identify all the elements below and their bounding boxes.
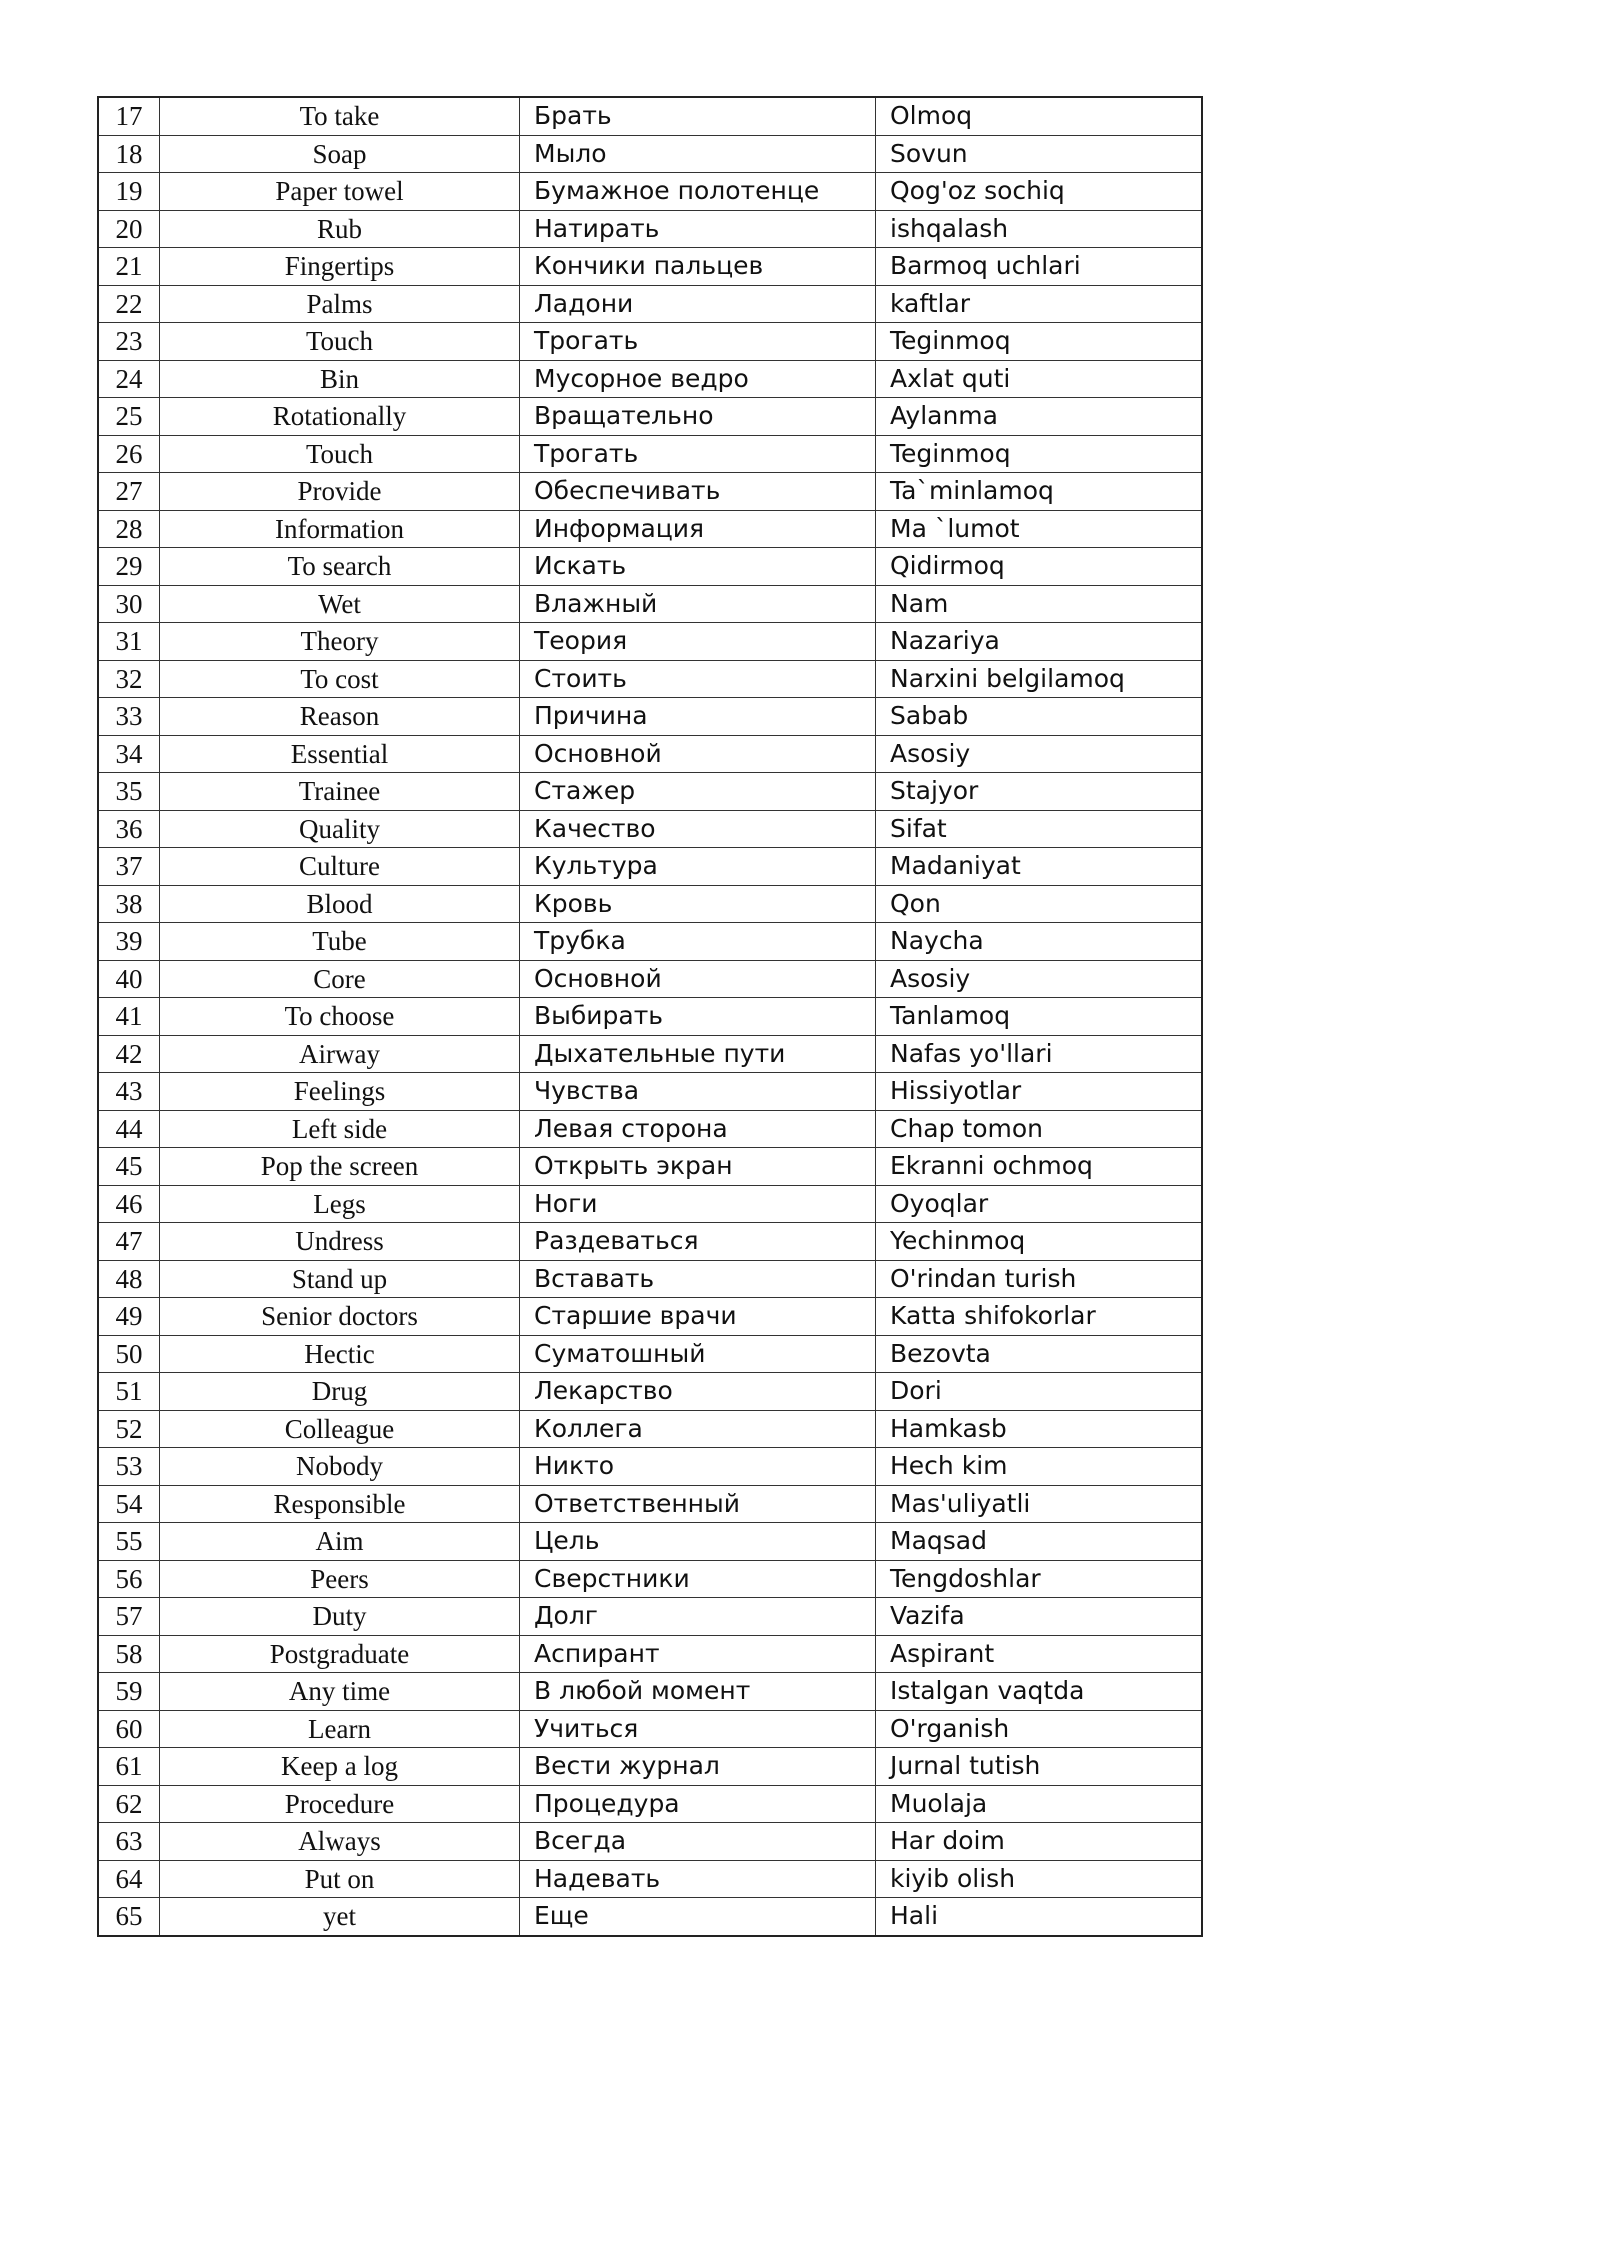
russian-term-cell: Дыхательные пути [520, 1035, 876, 1073]
russian-term-cell: Мусорное ведро [520, 360, 876, 398]
russian-term-cell: Брать [520, 97, 876, 135]
row-number-cell: 64 [98, 1860, 160, 1898]
english-term-cell: Quality [160, 810, 520, 848]
russian-term-cell: Коллега [520, 1410, 876, 1448]
table-row [98, 998, 1202, 1036]
english-term-cell: Airway [160, 1035, 520, 1073]
row-number-cell: 50 [98, 1335, 160, 1373]
uzbek-term-cell: O'rindan turish [876, 1260, 1203, 1298]
english-term-cell: Keep a log [160, 1748, 520, 1786]
table-row [98, 585, 1202, 623]
russian-term-cell: Вести журнал [520, 1748, 876, 1786]
table-row [98, 323, 1202, 361]
russian-term-cell: Основной [520, 960, 876, 998]
russian-term-cell: Искать [520, 548, 876, 586]
table-row [98, 398, 1202, 436]
uzbek-term-cell: Katta shifokorlar [876, 1298, 1203, 1336]
row-number-cell: 34 [98, 735, 160, 773]
english-term-cell: Touch [160, 435, 520, 473]
uzbek-term-cell: ishqalash [876, 210, 1203, 248]
row-number-cell: 57 [98, 1598, 160, 1636]
uzbek-term-cell: Chap tomon [876, 1110, 1203, 1148]
row-number-cell: 62 [98, 1785, 160, 1823]
vocabulary-table-body [98, 97, 1202, 1936]
uzbek-term-cell: Dori [876, 1373, 1203, 1411]
table-row [98, 173, 1202, 211]
row-number-cell: 58 [98, 1635, 160, 1673]
table-row [98, 1373, 1202, 1411]
russian-term-cell: Чувства [520, 1073, 876, 1111]
uzbek-term-cell: O'rganish [876, 1710, 1203, 1748]
row-number-cell: 22 [98, 285, 160, 323]
row-number-cell: 35 [98, 773, 160, 811]
russian-term-cell: Процедура [520, 1785, 876, 1823]
table-row [98, 1748, 1202, 1786]
english-term-cell: Trainee [160, 773, 520, 811]
row-number-cell: 46 [98, 1185, 160, 1223]
table-row [98, 1673, 1202, 1711]
english-term-cell: Legs [160, 1185, 520, 1223]
table-row [98, 548, 1202, 586]
table-row [98, 1410, 1202, 1448]
table-row [98, 285, 1202, 323]
uzbek-term-cell: Qog'oz sochiq [876, 173, 1203, 211]
row-number-cell: 18 [98, 135, 160, 173]
english-term-cell: Pop the screen [160, 1148, 520, 1186]
row-number-cell: 63 [98, 1823, 160, 1861]
uzbek-term-cell: Madaniyat [876, 848, 1203, 886]
table-row [98, 1223, 1202, 1261]
row-number-cell: 17 [98, 97, 160, 135]
russian-term-cell: Сверстники [520, 1560, 876, 1598]
english-term-cell: To cost [160, 660, 520, 698]
english-term-cell: Left side [160, 1110, 520, 1148]
russian-term-cell: Натирать [520, 210, 876, 248]
russian-term-cell: Вращательно [520, 398, 876, 436]
table-row [98, 1785, 1202, 1823]
english-term-cell: Drug [160, 1373, 520, 1411]
row-number-cell: 49 [98, 1298, 160, 1336]
row-number-cell: 55 [98, 1523, 160, 1561]
russian-term-cell: Долг [520, 1598, 876, 1636]
table-row [98, 810, 1202, 848]
russian-term-cell: Учиться [520, 1710, 876, 1748]
table-row [98, 1185, 1202, 1223]
row-number-cell: 45 [98, 1148, 160, 1186]
english-term-cell: Blood [160, 885, 520, 923]
row-number-cell: 52 [98, 1410, 160, 1448]
table-row [98, 1898, 1202, 1936]
english-term-cell: Fingertips [160, 248, 520, 286]
uzbek-term-cell: Hech kim [876, 1448, 1203, 1486]
table-row [98, 1710, 1202, 1748]
english-term-cell: Palms [160, 285, 520, 323]
table-row [98, 473, 1202, 511]
row-number-cell: 48 [98, 1260, 160, 1298]
russian-term-cell: Причина [520, 698, 876, 736]
uzbek-term-cell: Olmoq [876, 97, 1203, 135]
uzbek-term-cell: Sabab [876, 698, 1203, 736]
english-term-cell: Feelings [160, 1073, 520, 1111]
table-row [98, 1260, 1202, 1298]
row-number-cell: 56 [98, 1560, 160, 1598]
uzbek-term-cell: Mas'uliyatli [876, 1485, 1203, 1523]
table-row [98, 1560, 1202, 1598]
english-term-cell: Reason [160, 698, 520, 736]
uzbek-term-cell: Aylanma [876, 398, 1203, 436]
russian-term-cell: Теория [520, 623, 876, 661]
uzbek-term-cell: Ta`minlamoq [876, 473, 1203, 511]
russian-term-cell: Лекарство [520, 1373, 876, 1411]
uzbek-term-cell: Maqsad [876, 1523, 1203, 1561]
row-number-cell: 37 [98, 848, 160, 886]
russian-term-cell: Бумажное полотенце [520, 173, 876, 211]
row-number-cell: 39 [98, 923, 160, 961]
english-term-cell: Theory [160, 623, 520, 661]
row-number-cell: 21 [98, 248, 160, 286]
english-term-cell: Rotationally [160, 398, 520, 436]
row-number-cell: 36 [98, 810, 160, 848]
english-term-cell: To search [160, 548, 520, 586]
row-number-cell: 44 [98, 1110, 160, 1148]
uzbek-term-cell: kaftlar [876, 285, 1203, 323]
russian-term-cell: Стоить [520, 660, 876, 698]
uzbek-term-cell: Yechinmoq [876, 1223, 1203, 1261]
uzbek-term-cell: Naycha [876, 923, 1203, 961]
row-number-cell: 51 [98, 1373, 160, 1411]
russian-term-cell: Обеспечивать [520, 473, 876, 511]
row-number-cell: 53 [98, 1448, 160, 1486]
uzbek-term-cell: Hissiyotlar [876, 1073, 1203, 1111]
russian-term-cell: Влажный [520, 585, 876, 623]
row-number-cell: 54 [98, 1485, 160, 1523]
english-term-cell: Hectic [160, 1335, 520, 1373]
uzbek-term-cell: Qon [876, 885, 1203, 923]
table-row [98, 1110, 1202, 1148]
uzbek-term-cell: Istalgan vaqtda [876, 1673, 1203, 1711]
russian-term-cell: Ноги [520, 1185, 876, 1223]
russian-term-cell: Еще [520, 1898, 876, 1936]
table-row [98, 1448, 1202, 1486]
table-row [98, 1523, 1202, 1561]
row-number-cell: 27 [98, 473, 160, 511]
uzbek-term-cell: Oyoqlar [876, 1185, 1203, 1223]
row-number-cell: 59 [98, 1673, 160, 1711]
uzbek-term-cell: Teginmoq [876, 435, 1203, 473]
russian-term-cell: Надевать [520, 1860, 876, 1898]
english-term-cell: Postgraduate [160, 1635, 520, 1673]
row-number-cell: 60 [98, 1710, 160, 1748]
row-number-cell: 61 [98, 1748, 160, 1786]
table-row [98, 1635, 1202, 1673]
uzbek-term-cell: Jurnal tutish [876, 1748, 1203, 1786]
uzbek-term-cell: Ma `lumot [876, 510, 1203, 548]
english-term-cell: Nobody [160, 1448, 520, 1486]
uzbek-term-cell: Qidirmoq [876, 548, 1203, 586]
english-term-cell: Touch [160, 323, 520, 361]
uzbek-term-cell: Hali [876, 1898, 1203, 1936]
table-row [98, 1823, 1202, 1861]
table-row [98, 248, 1202, 286]
english-term-cell: Responsible [160, 1485, 520, 1523]
russian-term-cell: Цель [520, 1523, 876, 1561]
row-number-cell: 43 [98, 1073, 160, 1111]
table-row [98, 210, 1202, 248]
russian-term-cell: Ответственный [520, 1485, 876, 1523]
uzbek-term-cell: Nafas yo'llari [876, 1035, 1203, 1073]
english-term-cell: Colleague [160, 1410, 520, 1448]
table-row [98, 923, 1202, 961]
table-row [98, 435, 1202, 473]
table-row [98, 1298, 1202, 1336]
uzbek-term-cell: Teginmoq [876, 323, 1203, 361]
english-term-cell: Core [160, 960, 520, 998]
russian-term-cell: Суматошный [520, 1335, 876, 1373]
russian-term-cell: Информация [520, 510, 876, 548]
uzbek-term-cell: kiyib olish [876, 1860, 1203, 1898]
uzbek-term-cell: Tanlamoq [876, 998, 1203, 1036]
english-term-cell: Duty [160, 1598, 520, 1636]
row-number-cell: 26 [98, 435, 160, 473]
english-term-cell: Culture [160, 848, 520, 886]
english-term-cell: Put on [160, 1860, 520, 1898]
row-number-cell: 65 [98, 1898, 160, 1936]
english-term-cell: Provide [160, 473, 520, 511]
table-row [98, 885, 1202, 923]
russian-term-cell: Трогать [520, 435, 876, 473]
row-number-cell: 38 [98, 885, 160, 923]
russian-term-cell: Кончики пальцев [520, 248, 876, 286]
english-term-cell: Essential [160, 735, 520, 773]
russian-term-cell: Раздеваться [520, 1223, 876, 1261]
table-row [98, 773, 1202, 811]
russian-term-cell: Вставать [520, 1260, 876, 1298]
english-term-cell: Information [160, 510, 520, 548]
english-term-cell: Tube [160, 923, 520, 961]
table-row [98, 1148, 1202, 1186]
russian-term-cell: В любой момент [520, 1673, 876, 1711]
uzbek-term-cell: Aspirant [876, 1635, 1203, 1673]
english-term-cell: To choose [160, 998, 520, 1036]
russian-term-cell: Никто [520, 1448, 876, 1486]
uzbek-term-cell: Stajyor [876, 773, 1203, 811]
english-term-cell: Aim [160, 1523, 520, 1561]
english-term-cell: To take [160, 97, 520, 135]
russian-term-cell: Стажер [520, 773, 876, 811]
uzbek-term-cell: Har doim [876, 1823, 1203, 1861]
table-row [98, 1073, 1202, 1111]
russian-term-cell: Кровь [520, 885, 876, 923]
russian-term-cell: Культура [520, 848, 876, 886]
table-row [98, 623, 1202, 661]
uzbek-term-cell: Axlat quti [876, 360, 1203, 398]
table-row [98, 735, 1202, 773]
uzbek-term-cell: Vazifa [876, 1598, 1203, 1636]
russian-term-cell: Трубка [520, 923, 876, 961]
english-term-cell: Always [160, 1823, 520, 1861]
table-row [98, 1598, 1202, 1636]
english-term-cell: Rub [160, 210, 520, 248]
row-number-cell: 42 [98, 1035, 160, 1073]
russian-term-cell: Старшие врачи [520, 1298, 876, 1336]
uzbek-term-cell: Narxini belgilamoq [876, 660, 1203, 698]
english-term-cell: Undress [160, 1223, 520, 1261]
uzbek-term-cell: Muolaja [876, 1785, 1203, 1823]
table-row [98, 960, 1202, 998]
english-term-cell: Soap [160, 135, 520, 173]
english-term-cell: yet [160, 1898, 520, 1936]
uzbek-term-cell: Ekranni ochmoq [876, 1148, 1203, 1186]
uzbek-term-cell: Nam [876, 585, 1203, 623]
uzbek-term-cell: Tengdoshlar [876, 1560, 1203, 1598]
table-row [98, 660, 1202, 698]
english-term-cell: Learn [160, 1710, 520, 1748]
russian-term-cell: Аспирант [520, 1635, 876, 1673]
english-term-cell: Any time [160, 1673, 520, 1711]
row-number-cell: 40 [98, 960, 160, 998]
russian-term-cell: Трогать [520, 323, 876, 361]
table-row [98, 1860, 1202, 1898]
table-row [98, 135, 1202, 173]
russian-term-cell: Открыть экран [520, 1148, 876, 1186]
row-number-cell: 24 [98, 360, 160, 398]
table-row [98, 1335, 1202, 1373]
uzbek-term-cell: Asosiy [876, 960, 1203, 998]
row-number-cell: 29 [98, 548, 160, 586]
row-number-cell: 30 [98, 585, 160, 623]
english-term-cell: Paper towel [160, 173, 520, 211]
table-row [98, 1485, 1202, 1523]
english-term-cell: Procedure [160, 1785, 520, 1823]
row-number-cell: 25 [98, 398, 160, 436]
uzbek-term-cell: Hamkasb [876, 1410, 1203, 1448]
row-number-cell: 23 [98, 323, 160, 361]
table-row [98, 698, 1202, 736]
row-number-cell: 28 [98, 510, 160, 548]
russian-term-cell: Всегда [520, 1823, 876, 1861]
russian-term-cell: Основной [520, 735, 876, 773]
row-number-cell: 47 [98, 1223, 160, 1261]
vocabulary-table [97, 96, 1203, 1937]
row-number-cell: 41 [98, 998, 160, 1036]
english-term-cell: Bin [160, 360, 520, 398]
russian-term-cell: Качество [520, 810, 876, 848]
russian-term-cell: Мыло [520, 135, 876, 173]
english-term-cell: Stand up [160, 1260, 520, 1298]
uzbek-term-cell: Nazariya [876, 623, 1203, 661]
english-term-cell: Senior doctors [160, 1298, 520, 1336]
russian-term-cell: Ладони [520, 285, 876, 323]
uzbek-term-cell: Sifat [876, 810, 1203, 848]
table-row [98, 510, 1202, 548]
uzbek-term-cell: Asosiy [876, 735, 1203, 773]
uzbek-term-cell: Sovun [876, 135, 1203, 173]
english-term-cell: Wet [160, 585, 520, 623]
english-term-cell: Peers [160, 1560, 520, 1598]
row-number-cell: 31 [98, 623, 160, 661]
row-number-cell: 20 [98, 210, 160, 248]
uzbek-term-cell: Bezovta [876, 1335, 1203, 1373]
table-row [98, 848, 1202, 886]
russian-term-cell: Выбирать [520, 998, 876, 1036]
row-number-cell: 32 [98, 660, 160, 698]
table-row [98, 1035, 1202, 1073]
uzbek-term-cell: Barmoq uchlari [876, 248, 1203, 286]
row-number-cell: 19 [98, 173, 160, 211]
table-row [98, 360, 1202, 398]
row-number-cell: 33 [98, 698, 160, 736]
russian-term-cell: Левая сторона [520, 1110, 876, 1148]
table-row [98, 97, 1202, 135]
